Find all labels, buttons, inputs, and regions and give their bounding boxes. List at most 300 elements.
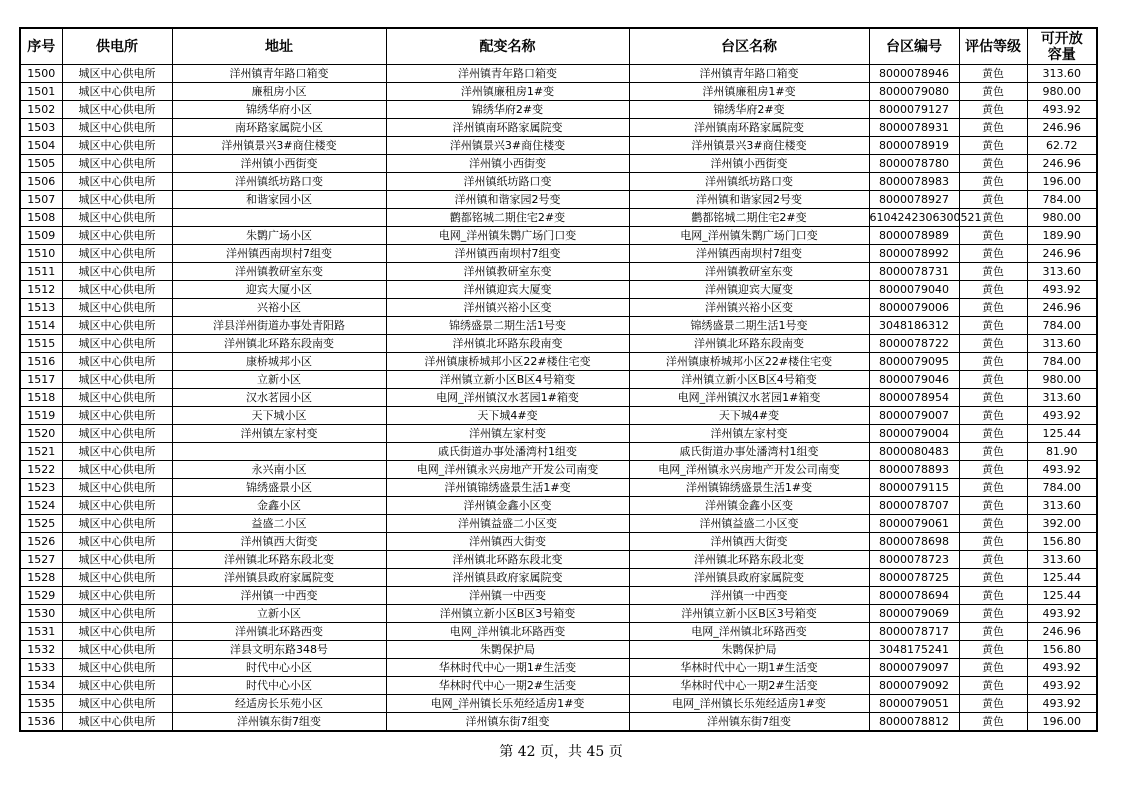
cell-supply-station: 城区中心供电所 (62, 155, 172, 173)
cell-seq: 1535 (20, 695, 62, 713)
cell-address: 康桥城邦小区 (172, 353, 386, 371)
cell-area-name: 洋州镇教研室东变 (629, 263, 869, 281)
cell-capacity: 156.80 (1027, 641, 1097, 659)
cell-area-code: 3048186312 (869, 317, 959, 335)
cell-area-code: 8000078989 (869, 227, 959, 245)
cell-address: 和谐家园小区 (172, 191, 386, 209)
cell-transformer-name: 戚氏街道办事处潘湾村1组变 (386, 443, 629, 461)
table-row (20, 569, 1097, 587)
table-row (20, 407, 1097, 425)
cell-area-name: 电网_洋州镇朱鹮广场门口变 (629, 227, 869, 245)
cell-supply-station: 城区中心供电所 (62, 137, 172, 155)
table-row (20, 281, 1097, 299)
cell-address: 洋州镇小西街变 (172, 155, 386, 173)
cell-seq: 1508 (20, 209, 62, 227)
table-row (20, 551, 1097, 569)
table-row (20, 371, 1097, 389)
cell-seq: 1517 (20, 371, 62, 389)
cell-rating: 黄色 (959, 695, 1027, 713)
cell-address: 立新小区 (172, 605, 386, 623)
cell-capacity: 156.80 (1027, 533, 1097, 551)
table-row (20, 659, 1097, 677)
cell-seq: 1515 (20, 335, 62, 353)
cell-transformer-name: 洋州镇迎宾大厦变 (386, 281, 629, 299)
table-row (20, 497, 1097, 515)
cell-area-code: 8000079051 (869, 695, 959, 713)
cell-seq: 1536 (20, 713, 62, 732)
cell-area-code: 8000079006 (869, 299, 959, 317)
header-capacity: 可开放容量 (1027, 28, 1097, 65)
cell-supply-station: 城区中心供电所 (62, 65, 172, 83)
cell-seq: 1528 (20, 569, 62, 587)
cell-address: 洋州镇北环路西变 (172, 623, 386, 641)
cell-seq: 1520 (20, 425, 62, 443)
cell-address (172, 209, 386, 227)
cell-supply-station: 城区中心供电所 (62, 479, 172, 497)
cell-rating: 黄色 (959, 551, 1027, 569)
cell-supply-station: 城区中心供电所 (62, 245, 172, 263)
cell-rating: 黄色 (959, 605, 1027, 623)
cell-area-name: 洋州镇兴裕小区变 (629, 299, 869, 317)
cell-seq: 1521 (20, 443, 62, 461)
cell-capacity: 81.90 (1027, 443, 1097, 461)
cell-area-code: 3048175241 (869, 641, 959, 659)
table-row (20, 623, 1097, 641)
cell-supply-station: 城区中心供电所 (62, 623, 172, 641)
cell-capacity: 246.96 (1027, 245, 1097, 263)
header-rating: 评估等级 (959, 28, 1027, 65)
cell-rating: 黄色 (959, 245, 1027, 263)
cell-address: 时代中心小区 (172, 659, 386, 677)
cell-area-name: 华林时代中心一期1#生活变 (629, 659, 869, 677)
cell-transformer-name: 电网_洋州镇汉水茗园1#箱变 (386, 389, 629, 407)
table-row (20, 83, 1097, 101)
cell-area-name: 洋州镇东街7组变 (629, 713, 869, 732)
cell-capacity: 196.00 (1027, 713, 1097, 732)
cell-area-name: 电网_洋州镇永兴房地产开发公司南变 (629, 461, 869, 479)
table-row (20, 263, 1097, 281)
cell-address: 廉租房小区 (172, 83, 386, 101)
cell-capacity: 313.60 (1027, 263, 1097, 281)
cell-seq: 1525 (20, 515, 62, 533)
cell-seq: 1532 (20, 641, 62, 659)
cell-transformer-name: 洋州镇立新小区B区4号箱变 (386, 371, 629, 389)
cell-capacity: 493.92 (1027, 461, 1097, 479)
cell-transformer-name: 锦绣盛景二期生活1号变 (386, 317, 629, 335)
cell-seq: 1530 (20, 605, 62, 623)
table-row (20, 245, 1097, 263)
cell-seq: 1514 (20, 317, 62, 335)
cell-rating: 黄色 (959, 461, 1027, 479)
cell-transformer-name: 洋州镇景兴3#商住楼变 (386, 137, 629, 155)
table-row (20, 209, 1097, 227)
cell-rating: 黄色 (959, 479, 1027, 497)
cell-area-name: 洋州镇北环路东段南变 (629, 335, 869, 353)
cell-transformer-name: 朱鹮保护局 (386, 641, 629, 659)
cell-supply-station: 城区中心供电所 (62, 605, 172, 623)
cell-seq: 1501 (20, 83, 62, 101)
cell-supply-station: 城区中心供电所 (62, 227, 172, 245)
table-row (20, 443, 1097, 461)
cell-address: 天下城小区 (172, 407, 386, 425)
cell-capacity: 493.92 (1027, 605, 1097, 623)
cell-area-code: 8000080483 (869, 443, 959, 461)
cell-capacity: 189.90 (1027, 227, 1097, 245)
data-table (19, 27, 1098, 732)
cell-area-name: 洋州镇立新小区B区3号箱变 (629, 605, 869, 623)
cell-transformer-name: 天下城4#变 (386, 407, 629, 425)
cell-supply-station: 城区中心供电所 (62, 497, 172, 515)
cell-supply-station: 城区中心供电所 (62, 515, 172, 533)
cell-address: 洋县洋州街道办事处青阳路 (172, 317, 386, 335)
cell-transformer-name: 电网_洋州镇北环路西变 (386, 623, 629, 641)
cell-supply-station: 城区中心供电所 (62, 83, 172, 101)
cell-address: 洋州镇北环路东段北变 (172, 551, 386, 569)
cell-address: 洋州镇左家村变 (172, 425, 386, 443)
cell-transformer-name: 洋州镇西南坝村7组变 (386, 245, 629, 263)
cell-seq: 1507 (20, 191, 62, 209)
cell-area-code: 8000078893 (869, 461, 959, 479)
cell-seq: 1506 (20, 173, 62, 191)
cell-transformer-name: 洋州镇益盛二小区变 (386, 515, 629, 533)
table-row (20, 335, 1097, 353)
cell-area-code: 8000078731 (869, 263, 959, 281)
cell-rating: 黄色 (959, 263, 1027, 281)
table-row (20, 425, 1097, 443)
cell-area-code: 8000078992 (869, 245, 959, 263)
table-body (20, 65, 1097, 732)
cell-seq: 1531 (20, 623, 62, 641)
cell-capacity: 980.00 (1027, 371, 1097, 389)
cell-seq: 1505 (20, 155, 62, 173)
cell-transformer-name: 洋州镇南环路家属院变 (386, 119, 629, 137)
cell-supply-station: 城区中心供电所 (62, 587, 172, 605)
cell-transformer-name: 洋州镇纸坊路口变 (386, 173, 629, 191)
cell-area-name: 洋州镇青年路口箱变 (629, 65, 869, 83)
cell-transformer-name: 洋州镇县政府家属院变 (386, 569, 629, 587)
cell-address: 洋州镇纸坊路口变 (172, 173, 386, 191)
cell-seq: 1526 (20, 533, 62, 551)
cell-address: 迎宾大厦小区 (172, 281, 386, 299)
cell-capacity: 980.00 (1027, 209, 1097, 227)
cell-capacity: 493.92 (1027, 407, 1097, 425)
cell-address: 洋州镇县政府家属院变 (172, 569, 386, 587)
cell-supply-station: 城区中心供电所 (62, 641, 172, 659)
cell-area-name: 天下城4#变 (629, 407, 869, 425)
cell-transformer-name: 洋州镇西大街变 (386, 533, 629, 551)
cell-address: 永兴南小区 (172, 461, 386, 479)
cell-rating: 黄色 (959, 515, 1027, 533)
cell-supply-station: 城区中心供电所 (62, 551, 172, 569)
cell-area-code: 8000078954 (869, 389, 959, 407)
cell-area-name: 锦绣盛景二期生活1号变 (629, 317, 869, 335)
cell-area-name: 洋州镇益盛二小区变 (629, 515, 869, 533)
cell-transformer-name: 鹳都铭城二期住宅2#变 (386, 209, 629, 227)
table-row (20, 299, 1097, 317)
cell-area-name: 戚氏街道办事处潘湾村1组变 (629, 443, 869, 461)
cell-capacity: 125.44 (1027, 587, 1097, 605)
cell-rating: 黄色 (959, 389, 1027, 407)
table-row (20, 713, 1097, 732)
cell-area-name: 洋州镇景兴3#商住楼变 (629, 137, 869, 155)
cell-supply-station: 城区中心供电所 (62, 443, 172, 461)
cell-area-name: 洋州镇西南坝村7组变 (629, 245, 869, 263)
cell-area-code: 8000078812 (869, 713, 959, 732)
cell-rating: 黄色 (959, 119, 1027, 137)
cell-rating: 黄色 (959, 191, 1027, 209)
cell-area-code: 8000078931 (869, 119, 959, 137)
cell-transformer-name: 洋州镇兴裕小区变 (386, 299, 629, 317)
cell-rating: 黄色 (959, 677, 1027, 695)
table-row (20, 137, 1097, 155)
cell-area-code: 8000079004 (869, 425, 959, 443)
cell-supply-station: 城区中心供电所 (62, 119, 172, 137)
cell-address: 洋州镇东街7组变 (172, 713, 386, 732)
cell-address: 洋州镇北环路东段南变 (172, 335, 386, 353)
cell-rating: 黄色 (959, 353, 1027, 371)
cell-transformer-name: 洋州镇教研室东变 (386, 263, 629, 281)
cell-area-code: 8000078983 (869, 173, 959, 191)
table-row (20, 533, 1097, 551)
cell-transformer-name: 洋州镇北环路东段南变 (386, 335, 629, 353)
cell-supply-station: 城区中心供电所 (62, 659, 172, 677)
cell-supply-station: 城区中心供电所 (62, 695, 172, 713)
cell-seq: 1502 (20, 101, 62, 119)
cell-area-name: 洋州镇一中西变 (629, 587, 869, 605)
table-row (20, 65, 1097, 83)
cell-seq: 1529 (20, 587, 62, 605)
cell-supply-station: 城区中心供电所 (62, 677, 172, 695)
cell-rating: 黄色 (959, 101, 1027, 119)
cell-rating: 黄色 (959, 335, 1027, 353)
cell-area-name: 洋州镇西大街变 (629, 533, 869, 551)
cell-area-code: 6104242306300521 (869, 209, 959, 227)
cell-rating: 黄色 (959, 281, 1027, 299)
table-row (20, 173, 1097, 191)
cell-seq: 1533 (20, 659, 62, 677)
cell-area-name: 洋州镇县政府家属院变 (629, 569, 869, 587)
cell-area-name: 电网_洋州镇北环路西变 (629, 623, 869, 641)
cell-rating: 黄色 (959, 407, 1027, 425)
cell-address: 锦绣盛景小区 (172, 479, 386, 497)
cell-area-code: 8000078946 (869, 65, 959, 83)
cell-seq: 1511 (20, 263, 62, 281)
cell-area-name: 鹳都铭城二期住宅2#变 (629, 209, 869, 227)
cell-capacity: 784.00 (1027, 353, 1097, 371)
cell-area-code: 8000079007 (869, 407, 959, 425)
cell-area-name: 洋州镇小西街变 (629, 155, 869, 173)
cell-address: 洋州镇景兴3#商住楼变 (172, 137, 386, 155)
cell-capacity: 980.00 (1027, 83, 1097, 101)
cell-transformer-name: 华林时代中心一期2#生活变 (386, 677, 629, 695)
cell-area-code: 8000079080 (869, 83, 959, 101)
cell-address: 立新小区 (172, 371, 386, 389)
cell-rating: 黄色 (959, 443, 1027, 461)
table-row (20, 353, 1097, 371)
cell-capacity: 313.60 (1027, 389, 1097, 407)
cell-transformer-name: 电网_洋州镇长乐苑经适房1#变 (386, 695, 629, 713)
cell-address: 锦绣华府小区 (172, 101, 386, 119)
cell-supply-station: 城区中心供电所 (62, 533, 172, 551)
table-row (20, 227, 1097, 245)
table-row (20, 155, 1097, 173)
cell-transformer-name: 电网_洋州镇朱鹮广场门口变 (386, 227, 629, 245)
cell-area-name: 电网_洋州镇汉水茗园1#箱变 (629, 389, 869, 407)
cell-area-name: 洋州镇锦绣盛景生活1#变 (629, 479, 869, 497)
table-row (20, 695, 1097, 713)
cell-capacity: 125.44 (1027, 569, 1097, 587)
cell-seq: 1523 (20, 479, 62, 497)
cell-address: 洋州镇教研室东变 (172, 263, 386, 281)
cell-capacity: 493.92 (1027, 281, 1097, 299)
cell-seq: 1527 (20, 551, 62, 569)
cell-seq: 1504 (20, 137, 62, 155)
cell-seq: 1519 (20, 407, 62, 425)
cell-supply-station: 城区中心供电所 (62, 371, 172, 389)
cell-address: 朱鹮广场小区 (172, 227, 386, 245)
cell-area-code: 8000078717 (869, 623, 959, 641)
cell-area-code: 8000079127 (869, 101, 959, 119)
page-footer: 第 42 页，共 45 页 (499, 744, 623, 760)
cell-area-code: 8000078707 (869, 497, 959, 515)
cell-area-code: 8000078694 (869, 587, 959, 605)
cell-rating: 黄色 (959, 173, 1027, 191)
cell-transformer-name: 洋州镇锦绣盛景生活1#变 (386, 479, 629, 497)
cell-area-name: 锦绣华府2#变 (629, 101, 869, 119)
cell-seq: 1509 (20, 227, 62, 245)
cell-capacity: 125.44 (1027, 425, 1097, 443)
cell-transformer-name: 华林时代中心一期1#生活变 (386, 659, 629, 677)
cell-area-name: 洋州镇南环路家属院变 (629, 119, 869, 137)
cell-address: 洋州镇西大街变 (172, 533, 386, 551)
cell-transformer-name: 洋州镇金鑫小区变 (386, 497, 629, 515)
cell-address: 金鑫小区 (172, 497, 386, 515)
cell-seq: 1512 (20, 281, 62, 299)
cell-seq: 1518 (20, 389, 62, 407)
cell-area-name: 洋州镇纸坊路口变 (629, 173, 869, 191)
cell-capacity: 392.00 (1027, 515, 1097, 533)
cell-area-name: 洋州镇和谐家园2号变 (629, 191, 869, 209)
cell-rating: 黄色 (959, 137, 1027, 155)
cell-supply-station: 城区中心供电所 (62, 389, 172, 407)
cell-transformer-name: 洋州镇小西街变 (386, 155, 629, 173)
header-transformer-name: 配变名称 (386, 28, 629, 65)
table-row (20, 389, 1097, 407)
cell-seq: 1500 (20, 65, 62, 83)
cell-transformer-name: 洋州镇立新小区B区3号箱变 (386, 605, 629, 623)
cell-capacity: 784.00 (1027, 479, 1097, 497)
cell-supply-station: 城区中心供电所 (62, 461, 172, 479)
cell-supply-station: 城区中心供电所 (62, 101, 172, 119)
cell-capacity: 246.96 (1027, 299, 1097, 317)
cell-rating: 黄色 (959, 713, 1027, 732)
cell-area-code: 8000078919 (869, 137, 959, 155)
cell-capacity: 313.60 (1027, 551, 1097, 569)
cell-area-code: 8000078722 (869, 335, 959, 353)
cell-rating: 黄色 (959, 317, 1027, 335)
cell-rating: 黄色 (959, 83, 1027, 101)
cell-area-name: 朱鹮保护局 (629, 641, 869, 659)
header-address: 地址 (172, 28, 386, 65)
cell-capacity: 493.92 (1027, 695, 1097, 713)
cell-seq: 1513 (20, 299, 62, 317)
cell-rating: 黄色 (959, 155, 1027, 173)
cell-supply-station: 城区中心供电所 (62, 713, 172, 732)
cell-address: 益盛二小区 (172, 515, 386, 533)
cell-capacity: 784.00 (1027, 317, 1097, 335)
cell-seq: 1516 (20, 353, 62, 371)
cell-area-name: 洋州镇左家村变 (629, 425, 869, 443)
table-row (20, 677, 1097, 695)
cell-rating: 黄色 (959, 227, 1027, 245)
cell-seq: 1524 (20, 497, 62, 515)
cell-transformer-name: 洋州镇青年路口箱变 (386, 65, 629, 83)
cell-area-name: 洋州镇迎宾大厦变 (629, 281, 869, 299)
cell-supply-station: 城区中心供电所 (62, 335, 172, 353)
cell-address: 洋州镇西南坝村7组变 (172, 245, 386, 263)
cell-rating: 黄色 (959, 65, 1027, 83)
cell-seq: 1522 (20, 461, 62, 479)
table-row (20, 515, 1097, 533)
cell-supply-station: 城区中心供电所 (62, 263, 172, 281)
table-row (20, 641, 1097, 659)
cell-rating: 黄色 (959, 299, 1027, 317)
cell-area-code: 8000078927 (869, 191, 959, 209)
table-row (20, 191, 1097, 209)
cell-transformer-name: 洋州镇廉租房1#变 (386, 83, 629, 101)
cell-rating: 黄色 (959, 209, 1027, 227)
cell-capacity: 196.00 (1027, 173, 1097, 191)
cell-area-code: 8000079097 (869, 659, 959, 677)
cell-address: 南环路家属院小区 (172, 119, 386, 137)
table-row (20, 119, 1097, 137)
cell-rating: 黄色 (959, 623, 1027, 641)
cell-transformer-name: 洋州镇康桥城邦小区22#楼住宅变 (386, 353, 629, 371)
cell-supply-station: 城区中心供电所 (62, 191, 172, 209)
cell-area-code: 8000079095 (869, 353, 959, 371)
cell-area-code: 8000078723 (869, 551, 959, 569)
cell-address: 经适房长乐苑小区 (172, 695, 386, 713)
cell-capacity: 62.72 (1027, 137, 1097, 155)
cell-area-name: 华林时代中心一期2#生活变 (629, 677, 869, 695)
header-area-code: 台区编号 (869, 28, 959, 65)
cell-seq: 1534 (20, 677, 62, 695)
cell-rating: 黄色 (959, 641, 1027, 659)
cell-rating: 黄色 (959, 533, 1027, 551)
header-area-name: 台区名称 (629, 28, 869, 65)
cell-capacity: 246.96 (1027, 623, 1097, 641)
cell-transformer-name: 锦绣华府2#变 (386, 101, 629, 119)
table-row (20, 587, 1097, 605)
cell-address: 汉水茗园小区 (172, 389, 386, 407)
cell-transformer-name: 洋州镇北环路东段北变 (386, 551, 629, 569)
cell-rating: 黄色 (959, 659, 1027, 677)
cell-supply-station: 城区中心供电所 (62, 407, 172, 425)
table-row (20, 317, 1097, 335)
cell-area-code: 8000079069 (869, 605, 959, 623)
cell-seq: 1503 (20, 119, 62, 137)
cell-area-name: 洋州镇立新小区B区4号箱变 (629, 371, 869, 389)
cell-rating: 黄色 (959, 497, 1027, 515)
cell-supply-station: 城区中心供电所 (62, 317, 172, 335)
cell-transformer-name: 洋州镇一中西变 (386, 587, 629, 605)
cell-address: 洋州镇一中西变 (172, 587, 386, 605)
table-row (20, 461, 1097, 479)
cell-address: 洋县文明东路348号 (172, 641, 386, 659)
cell-capacity: 493.92 (1027, 659, 1097, 677)
cell-rating: 黄色 (959, 569, 1027, 587)
table-row (20, 101, 1097, 119)
